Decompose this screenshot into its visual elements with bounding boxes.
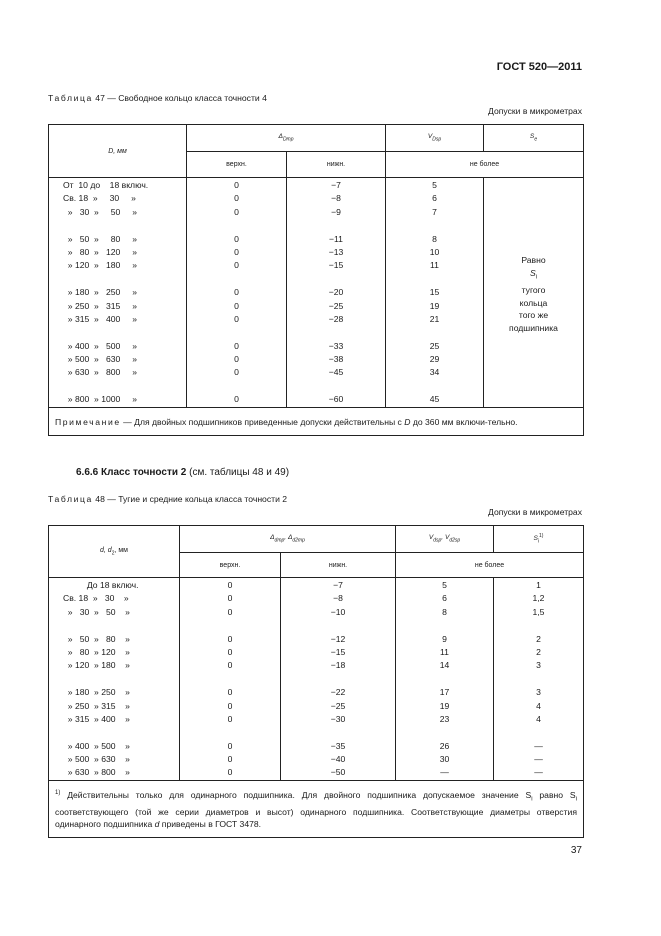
row-gap — [49, 326, 186, 339]
table47-cell-v: 8 — [432, 233, 437, 244]
table48-cell-d: » 120 » 180 » — [63, 660, 130, 671]
table47-cell-lower: −25 — [328, 300, 344, 311]
table47-cell-upper: 0 — [234, 206, 239, 217]
table48-cell-upper: 0 — [227, 660, 233, 671]
table48-cell-lower: −25 — [330, 700, 346, 711]
table48-cell-upper: 0 — [227, 713, 233, 724]
table48-cell-d: До 18 включ. — [63, 580, 139, 590]
s-note-line-5: подшипника — [509, 322, 558, 333]
table48-cell-v: — — [440, 767, 449, 778]
row-gap — [287, 326, 385, 339]
table48-cell-upper: 0 — [227, 700, 233, 711]
table48-col-v: $V_{dsp}$, $V_{d2sp}$ — [396, 526, 494, 553]
table48-cell-d: » 400 » 500 » — [63, 740, 130, 751]
table47-cell-v: 45 — [429, 394, 440, 405]
table48-cell-lower: −50 — [330, 767, 346, 778]
row-gap — [180, 673, 280, 686]
table48-cell-upper: 0 — [227, 633, 233, 644]
table47-cell-v: 7 — [432, 206, 437, 217]
table48-cell-v: 30 — [439, 754, 450, 765]
table48-cell-lower: −22 — [330, 687, 346, 698]
table47-col-s: $S_e$ — [484, 125, 584, 152]
table47-cell-d: » 630 » 800 » — [63, 367, 138, 378]
table48-cell-d: » 30 » 50 » — [63, 606, 130, 617]
table48-cell-d: » 250 » 315 » — [63, 700, 130, 711]
table47-col-delta: $\Delta_{Dmp}$ — [187, 125, 386, 152]
table47-cell-lower: −13 — [328, 246, 344, 257]
table47-cell-lower: −45 — [328, 367, 344, 378]
note-label: Примечание — [55, 416, 121, 427]
table47-cell-d: » 800 » 1000 » — [63, 394, 138, 405]
table48-cell-s: 4 — [536, 713, 541, 724]
table48-cell-v: 6 — [442, 593, 447, 604]
table48-cell-v: 8 — [442, 606, 447, 617]
table47-caption-prefix: Таблица — [48, 93, 93, 103]
row-gap — [49, 219, 186, 232]
standard-header: ГОСТ 520—2011 — [496, 61, 582, 73]
row-gap — [49, 619, 179, 632]
table47-cell-upper: 0 — [234, 193, 239, 204]
row-gap — [281, 726, 395, 739]
table47-cell-upper: 0 — [234, 367, 239, 378]
table48-col-lower-values — [281, 578, 396, 781]
table48-cell-s: 4 — [536, 700, 541, 711]
table47-col-lower-values — [287, 178, 386, 408]
table47-cell-v: 6 — [432, 193, 437, 204]
table47-caption-text: 47 — Свободное кольцо класса точности 4 — [92, 93, 267, 103]
table48-caption-text: 48 — Тугие и средние кольца класса точности 2 — [92, 494, 288, 504]
table48-cell-v: 23 — [439, 713, 450, 724]
table48-footnote: $^{1)}$ Действительны только для одинарного подшипника. Для двойного подшипника допускаемое значение $S_i$ равно $S_i$ соответствующего (той же серии диаметров и высот) одинарного подшипника. Соответствующие диаметры отверстия одинарного подшипника d приведены в ГОСТ 3478. — [49, 780, 584, 837]
table47-sub-lower: нижн. — [287, 152, 386, 178]
table48-cell-lower: −40 — [330, 754, 346, 765]
row-gap — [494, 619, 583, 632]
row-gap — [386, 273, 483, 286]
table48-cell-upper: 0 — [227, 687, 233, 698]
table48-cell-d: » 315 » 400 » — [63, 713, 130, 724]
table47-col-v: $V_{Dsp}$ — [386, 125, 484, 152]
table47-cell-v: 25 — [429, 340, 440, 351]
table48-cell-lower: −10 — [330, 606, 346, 617]
table48-cell-v: 19 — [439, 700, 450, 711]
s-note-line-2: тугого — [521, 285, 546, 296]
table48-cell-v: 5 — [442, 580, 447, 590]
row-gap — [180, 619, 280, 632]
row-gap — [386, 380, 483, 393]
table48-cell-upper: 0 — [227, 606, 233, 617]
row-gap — [187, 219, 286, 232]
table48-cell-lower: −8 — [333, 593, 343, 604]
row-gap — [396, 726, 493, 739]
table47-cell-d: От 10 до 18 включ. — [63, 180, 149, 190]
table48-cell-upper: 0 — [227, 767, 233, 778]
table48-cell-upper: 0 — [227, 646, 233, 657]
s-note-line-1: $S_i$ — [529, 267, 538, 281]
row-gap — [49, 726, 179, 739]
s-note-line-3: кольца — [519, 297, 548, 308]
table47-cell-v: 10 — [429, 246, 440, 257]
table48-cell-upper: 0 — [227, 580, 233, 590]
table47-cell-d: » 80 » 120 » — [63, 246, 138, 257]
table48-cell-lower: −18 — [330, 660, 346, 671]
row-gap — [281, 673, 395, 686]
table47-cell-v: 21 — [429, 313, 440, 324]
row-gap — [287, 219, 385, 232]
table48-cell-s: 1,5 — [532, 606, 545, 617]
table48-caption — [48, 494, 287, 504]
row-gap — [49, 673, 179, 686]
table47-cell-v: 19 — [429, 300, 440, 311]
table47-cell-upper: 0 — [234, 340, 239, 351]
table47-cell-lower: −28 — [328, 313, 344, 324]
row-gap — [396, 673, 493, 686]
table48-cell-lower: −35 — [330, 740, 346, 751]
table48-cell-lower: −15 — [330, 646, 346, 657]
table47-cell-d: » 400 » 500 » — [63, 340, 138, 351]
row-gap — [386, 326, 483, 339]
table47-cell-d: » 50 » 80 » — [63, 233, 138, 244]
table47-cell-v: 15 — [429, 287, 440, 298]
table47-cell-d: Св. 18 » 30 » — [63, 193, 136, 204]
table48-col-s: $S_i^{1)}$ — [494, 526, 584, 553]
table47-cell-d: » 30 » 50 » — [63, 206, 138, 217]
table48-cell-s: — — [534, 740, 543, 751]
table48-cell-v: 26 — [439, 740, 450, 751]
table48-cell-lower: −7 — [333, 580, 343, 590]
table48-cell-d: » 500 » 630 » — [63, 754, 130, 765]
table48-cell-s: 3 — [536, 687, 541, 698]
table48-cell-v: 11 — [440, 646, 449, 657]
row-gap — [187, 326, 286, 339]
table47-col-v-values — [386, 178, 484, 408]
table48-col-delta: $\Delta_{dmp}$, $\Delta_{d2mp}$ — [180, 526, 396, 553]
table48-sub-upper: верхн. — [180, 553, 281, 578]
table47-cell-d: » 250 » 315 » — [63, 300, 138, 311]
table48-cell-d: » 80 » 120 » — [63, 646, 130, 657]
table47-cell-d: » 500 » 630 » — [63, 354, 138, 365]
table48-sub-lower: нижн. — [281, 553, 396, 578]
table48-sub-max: не более — [396, 553, 584, 578]
table47-cell-upper: 0 — [234, 313, 239, 324]
table47-units: Допуски в микрометрах — [488, 106, 582, 116]
table48-cell-upper: 0 — [227, 754, 233, 765]
table47 — [48, 124, 584, 436]
table48-col-d: d, $d_2$, мм — [49, 526, 180, 578]
table48-cell-d: » 630 » 800 » — [63, 767, 130, 778]
table47-cell-lower: −8 — [331, 193, 341, 204]
table48-cell-s: 1,2 — [532, 593, 545, 604]
table48 — [48, 525, 584, 838]
table48-cell-s: 2 — [536, 633, 541, 644]
row-gap — [187, 273, 286, 286]
table47-cell-lower: −33 — [328, 340, 344, 351]
table48-cell-v: 17 — [439, 687, 450, 698]
table48-cell-d: » 180 » 250 » — [63, 687, 130, 698]
table47-cell-upper: 0 — [234, 180, 239, 190]
table47-note: Примечание — Для двойных подшипников приведенные допуски действительны с D до 360 мм включи-тельно. — [49, 407, 584, 435]
table47-cell-upper: 0 — [234, 246, 239, 257]
table47-col-upper-values — [187, 178, 287, 408]
table48-cell-upper: 0 — [227, 593, 233, 604]
table47-cell-lower: −38 — [328, 354, 344, 365]
table48-col-v-values — [396, 578, 494, 781]
row-gap — [49, 380, 186, 393]
table47-sub-upper: верхн. — [187, 152, 287, 178]
table48-cell-s: 3 — [536, 660, 541, 671]
table48-col-upper-values — [180, 578, 281, 781]
table47-cell-d: » 315 » 400 » — [63, 313, 138, 324]
table48-cell-lower: −30 — [330, 713, 346, 724]
table47-cell-v: 5 — [432, 180, 437, 190]
table48-col-s-values — [494, 578, 584, 781]
table47-col-d: D, мм — [49, 125, 187, 178]
table47-cell-v: 34 — [429, 367, 440, 378]
section-heading: 6.6.6 Класс точности 2 (см. таблицы 48 и 49) — [76, 467, 290, 478]
row-gap — [396, 619, 493, 632]
table47-cell-upper: 0 — [234, 260, 239, 271]
table47-cell-lower: −9 — [331, 206, 341, 217]
table48-cell-upper: 0 — [227, 740, 233, 751]
s-note-line-0: Равно — [521, 255, 546, 266]
table47-cell-upper: 0 — [234, 300, 239, 311]
row-gap — [287, 273, 385, 286]
table48-units: Допуски в микрометрах — [488, 507, 582, 517]
table48-cell-s: — — [534, 767, 543, 778]
table47-cell-lower: −15 — [328, 260, 344, 271]
table47-col-d-values — [49, 178, 187, 408]
row-gap — [494, 726, 583, 739]
row-gap — [287, 380, 385, 393]
table47-cell-upper: 0 — [234, 354, 239, 365]
row-gap — [187, 380, 286, 393]
table47-cell-v: 11 — [430, 260, 439, 271]
table47-cell-lower: −7 — [331, 180, 341, 190]
table48-cell-v: 9 — [442, 633, 447, 644]
table47-sub-max: не более — [386, 152, 584, 178]
table48-cell-v: 14 — [439, 660, 450, 671]
table47-cell-lower: −20 — [328, 287, 344, 298]
table48-caption-prefix: Таблица — [48, 494, 93, 504]
s-note-line-4: того же — [518, 310, 549, 321]
table47-cell-d: » 120 » 180 » — [63, 260, 138, 271]
table47-cell-upper: 0 — [234, 233, 239, 244]
row-gap — [281, 619, 395, 632]
table48-cell-s: — — [534, 754, 543, 765]
row-gap — [494, 673, 583, 686]
row-gap — [49, 273, 186, 286]
table47-cell-upper: 0 — [234, 287, 239, 298]
table47-cell-upper: 0 — [234, 394, 239, 405]
table47-cell-lower: −11 — [329, 233, 343, 244]
table48-cell-d: Св. 18 » 30 » — [63, 593, 129, 604]
table47-cell-v: 29 — [429, 354, 440, 365]
page-number: 37 — [570, 845, 582, 856]
table48-cell-lower: −12 — [330, 633, 346, 644]
table48-cell-d: » 50 » 80 » — [63, 633, 130, 644]
row-gap — [180, 726, 280, 739]
table47-cell-d: » 180 » 250 » — [63, 287, 138, 298]
table48-cell-s: 2 — [536, 646, 541, 657]
table47-cell-lower: −60 — [328, 394, 344, 405]
table47-s-note — [484, 178, 584, 408]
table48-cell-s: 1 — [536, 580, 541, 590]
table48-col-d-values — [49, 578, 180, 781]
table47-caption — [48, 93, 267, 103]
row-gap — [386, 219, 483, 232]
